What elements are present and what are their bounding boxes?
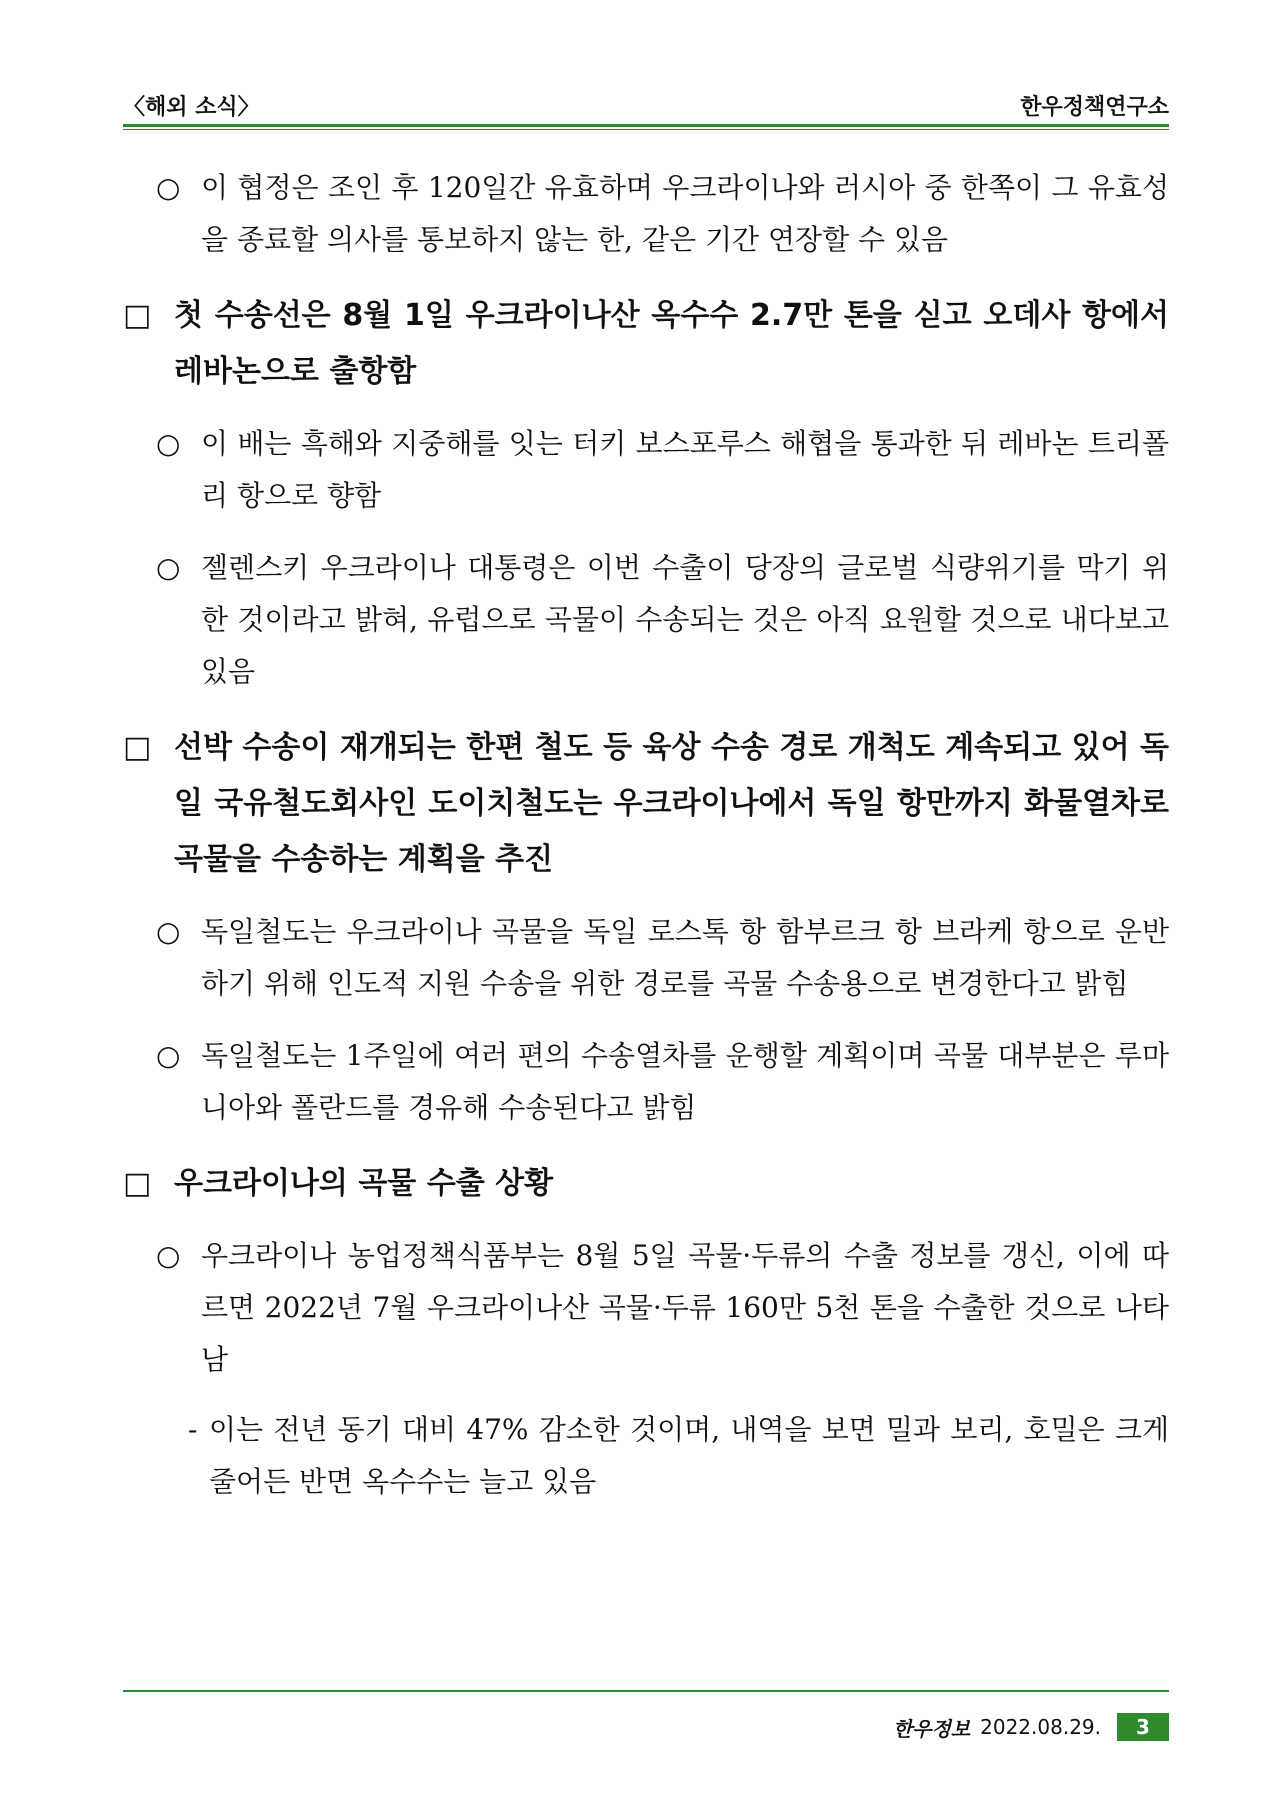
page-header [123,88,1169,120]
paragraph-text: 이 협정은 조인 후 120일간 유효하며 우크라이나와 러시아 중 한쪽이 그 유효성을 종료할 의사를 통보하지 않는 한, 같은 기간 연장할 수 있음 [201,171,1169,256]
heading-text: 우크라이나의 곡물 수출 상황 [174,1166,554,1201]
circle-bullet: ○ [156,1239,181,1272]
bullet-paragraph [123,1030,1169,1134]
section-heading [123,288,1169,400]
paragraph-text: 독일철도는 우크라이나 곡물을 독일 로스톡 항 함부르크 항 브라케 항으로 운반하기 위해 인도적 지원 수송을 위한 경로를 곡물 수송용으로 변경한다고 밝힘 [201,915,1169,1000]
heading-text: 첫 수송선은 8월 1일 우크라이나산 옥수수 2.7만 톤을 싣고 오데사 항에서 레바논으로 출항함 [174,298,1169,389]
paragraph-text: 우크라이나 농업정책식품부는 8월 5일 곡물·두류의 수출 정보를 갱신, 이에 따르면 2022년 7월 우크라이나산 곡물·두류 160만 5천 톤을 수출한 것으로 나타남 [201,1239,1169,1376]
organization-name: 한우정책연구소 [1020,95,1169,120]
bullet-paragraph [123,542,1169,698]
paragraph-text: 젤렌스키 우크라이나 대통령은 이번 수출이 당장의 글로벌 식량위기를 막기 위한 것이라고 밝혀, 유럽으로 곡물이 수송되는 것은 아직 요원할 것으로 내다보고 있음 [201,551,1169,688]
circle-bullet: ○ [156,915,181,948]
footer-rule [123,1690,1169,1692]
heading-text: 선박 수송이 재개되는 한편 철도 등 육상 수송 경로 개척도 계속되고 있어 독일 국유철도회사인 도이치철도는 우크라이나에서 독일 항만까지 화물열차로 곡물을 수송하는 계획을 추진 [174,730,1169,877]
bullet-paragraph [123,1230,1169,1386]
bullet-paragraph [123,162,1169,266]
bullet-paragraph [123,418,1169,522]
circle-bullet: ○ [156,1039,181,1072]
circle-bullet: ○ [156,427,181,460]
page-number: 3 [1117,1713,1169,1741]
publication-name: 한우정보 [892,1716,971,1741]
issue-date: 2022.08.29. [980,1715,1101,1739]
circle-bullet: ○ [156,171,181,204]
circle-bullet: ○ [156,551,181,584]
paragraph-text: 이는 전년 동기 대비 47% 감소한 것이며, 내역을 보면 밀과 보리, 호밀은 크게 줄어든 반면 옥수수는 늘고 있음 [209,1413,1169,1498]
checkbox-bullet: □ [123,298,152,333]
paragraph-text: 독일철도는 1주일에 여러 편의 수송열차를 운행할 계획이며 곡물 대부분은 루마니아와 폴란드를 경유해 수송된다고 밝힘 [201,1039,1169,1124]
section-heading [123,720,1169,888]
dash-bullet: - [188,1413,198,1446]
checkbox-bullet: □ [123,1166,152,1201]
paragraph-text: 이 배는 흑해와 지중해를 잇는 터키 보스포루스 해협을 통과한 뒤 레바논 트리폴리 항으로 향함 [201,427,1169,512]
dash-paragraph [123,1404,1169,1508]
section-heading [123,1156,1169,1212]
section-label: 〈해외 소식〉 [123,95,260,120]
checkbox-bullet: □ [123,730,152,765]
header-rule [123,124,1169,130]
bullet-paragraph [123,906,1169,1010]
page-footer [893,1712,1169,1742]
document-body [123,162,1169,1508]
